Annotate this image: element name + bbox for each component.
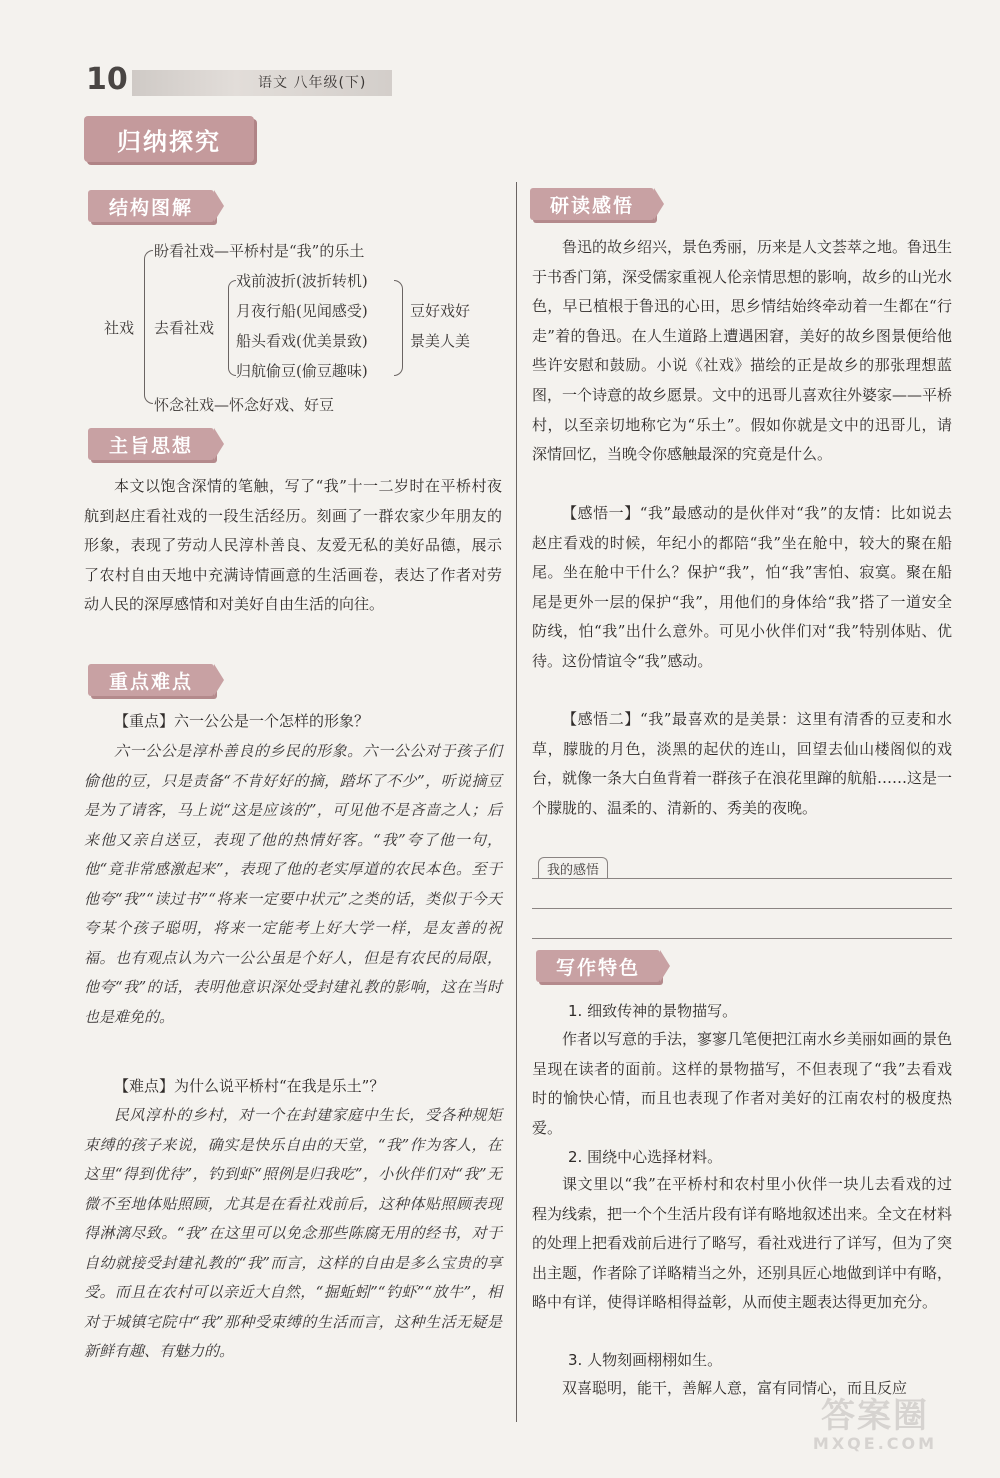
key-question-2 bbox=[84, 1072, 502, 1102]
note-line-1 bbox=[532, 878, 952, 879]
study-insight-2 bbox=[532, 705, 952, 823]
diagram-l1-bottom: 怀念社戏—怀念好戏、好豆 bbox=[154, 396, 335, 414]
theme-text: 本文以饱含深情的笔触，写了“我”十一二岁时在平桥村夜航到赵庄看社戏的一段生活经历。刻画了一群农家少年朋友的形象，表现了劳动人民淳朴善良、友爱无私的美好品德，展示了农村自由天地中充满诗情画意的生活画卷，表达了作者对劳动人民的深厚感情和对美好自由生活的向往。 bbox=[84, 477, 502, 614]
header-subject: 语文 八年级(下) bbox=[258, 75, 367, 91]
writing-para-2: 课文里以“我”在平桥村和农村里小伙伴一块儿去看戏的过程为线索，把一个个生活片段有详有略地叙述出来。全文在材料的处理上把看戏前后进行了略写，看社戏进行了详写，但为了突出主题，作者除了详略精当之外，还别具匠心地做到详中有略，略中有详，使得详略相得益彰，从而使主题表达得更加充分。 bbox=[532, 1175, 953, 1312]
writing-heading-1: 1. 细致传神的景物描写。 bbox=[568, 1002, 738, 1020]
diagram-root: 社戏 bbox=[104, 319, 135, 337]
diagram-l2-3: 船头看戏(优美景致) bbox=[236, 332, 368, 350]
key-q1-text: 六一公公是一个怎样的形象？ bbox=[174, 712, 370, 730]
key-label-2: 【难点】 bbox=[114, 1077, 175, 1095]
writing-heading-2: 2. 围绕中心选择材料。 bbox=[568, 1148, 723, 1166]
tag-key-points: 重点难点 bbox=[88, 664, 214, 696]
insight-text-1: “我”最感动的是伙伴对“我”的友情：比如说去赵庄看戏的时候，年纪小的都陪“我”坐在舱中，较大的聚在船尾。坐在舱中干什么？保护“我”，怕“我”害怕、寂寞。聚在船尾是更外一层的保护“我”，用他们的身体给“我”搭了一道安全防线，怕“我”出什么意外。可见小伙伴们对“我”特别体贴、优待。这份情谊令“我”感动。 bbox=[532, 504, 952, 670]
writing-heading-3: 3. 人物刻画栩栩如生。 bbox=[568, 1351, 723, 1369]
note-line-2 bbox=[532, 908, 952, 909]
diagram-l2-4: 归航偷豆(偷豆趣味) bbox=[236, 362, 368, 380]
diagram-brace-right bbox=[394, 280, 403, 376]
study-intro: 鲁迅的故乡绍兴，景色秀丽，历来是人文荟萃之地。鲁迅生于书香门第，深受儒家重视人伦亲情思想的影响，故乡的山光水色，早已植根于鲁迅的心田，思乡情结始终牵动着一生都在“行走”着的鲁迅。在人生道路上遭遇困窘，美好的故乡图景便给他些许安慰和鼓励。小说《社戏》描绘的正是故乡的那张理想蓝图，一个诗意的故乡愿景。文中的迅哥儿喜欢往外婆家——平桥村，以至亲切地称它为“乐土”。假如你就是文中的迅哥儿，请深情回忆，当晚令你感触最深的究竟是什么。 bbox=[532, 238, 953, 464]
note-label: 我的感悟 bbox=[538, 857, 608, 879]
diagram-brace-main bbox=[144, 250, 153, 404]
key-answer-2: 民风淳朴的乡村，对一个在封建家庭中生长，受各种规矩束缚的孩子来说，确实是快乐自由的天堂，“我”作为客人，在这里“得到优待”，钓到虾“照例是归我吃”，小伙伴们对“我”无微不至地体贴照顾，尤其是在看社戏前后，这种体贴照顾表现得淋漓尽致。“我”在这里可以免念那些陈腐无用的经书，对于自幼就接受封建礼教的“我”而言，这样的自由是多么宝贵的享受。而且在农村可以亲近大自然，“掘蚯蚓”“钓虾”“放牛”，相对于城镇宅院中“我”那种受束缚的生活而言，这种生活无疑是新鲜有趣、有魅力的。 bbox=[84, 1106, 502, 1360]
key-label-1: 【重点】 bbox=[114, 712, 175, 730]
diagram-right-2: 景美人美 bbox=[410, 332, 471, 350]
diagram-l2-1: 戏前波折(波折转机) bbox=[236, 272, 368, 290]
watermark-big: 答案圈 bbox=[821, 1396, 929, 1436]
watermark bbox=[790, 1398, 960, 1458]
column-divider bbox=[516, 182, 517, 1422]
insight-label-2: 【感悟二】 bbox=[562, 710, 640, 728]
key-question-1 bbox=[84, 707, 502, 737]
section-title: 归纳探究 bbox=[84, 116, 254, 162]
page-number: 10 bbox=[86, 62, 128, 97]
diagram-right-1: 豆好戏好 bbox=[410, 302, 471, 320]
study-insight-1 bbox=[532, 499, 952, 677]
tag-theme: 主旨思想 bbox=[88, 428, 214, 460]
insight-label-1: 【感悟一】 bbox=[562, 504, 640, 522]
writing-para-3: 双喜聪明，能干，善解人意，富有同情心，而且反应 bbox=[562, 1379, 908, 1397]
diagram-l1-mid: 去看社戏 bbox=[154, 319, 215, 337]
tag-study: 研读感悟 bbox=[530, 188, 654, 220]
diagram-l1-top: 盼看社戏—平桥村是“我”的乐土 bbox=[154, 242, 365, 260]
note-line-3 bbox=[532, 938, 952, 939]
watermark-small: MXQE.COM bbox=[812, 1434, 938, 1453]
tag-structure: 结构图解 bbox=[88, 190, 214, 222]
key-q2-text: 为什么说平桥村“在我是乐土”？ bbox=[174, 1077, 385, 1095]
diagram-brace-sub bbox=[228, 280, 236, 376]
diagram-l2-2: 月夜行船(见闻感受) bbox=[236, 302, 368, 320]
tag-writing: 写作特色 bbox=[536, 950, 660, 982]
insight-text-2: “我”最喜欢的是美景：这里有清香的豆麦和水草，朦胧的月色，淡黑的起伏的连山，回望去仙山楼阁似的戏台，就像一条大白鱼背着一群孩子在浪花里蹿的航船……这是一个朦胧的、温柔的、清新的、秀美的夜晚。 bbox=[532, 710, 953, 817]
writing-para-1: 作者以写意的手法，寥寥几笔便把江南水乡美丽如画的景色呈现在读者的面前。这样的景物描写，不但表现了“我”去看戏时的愉快心情，而且也表现了作者对美好的江南农村的极度热爱。 bbox=[532, 1030, 953, 1137]
key-answer-1: 六一公公是淳朴善良的乡民的形象。六一公公对于孩子们偷他的豆，只是责备“不肯好好的摘，踏坏了不少”，听说摘豆是为了请客，马上说“这是应该的”，可见他不是吝啬之人；后来他又亲自送豆，表现了他的热情好客。“我”夸了他一句，他“竟非常感激起来”，表现了他的老实厚道的农民本色。至于他夸“我”“读过书”“将来一定要中状元”之类的话，类似于今天夸某个孩子聪明，将来一定能考上好大学一样，是友善的祝福。也有观点认为六一公公虽是个好人，但是有农民的局限，他夸“我”的话，表明他意识深处受封建礼教的影响，这在当时也是难免的。 bbox=[84, 742, 502, 1026]
